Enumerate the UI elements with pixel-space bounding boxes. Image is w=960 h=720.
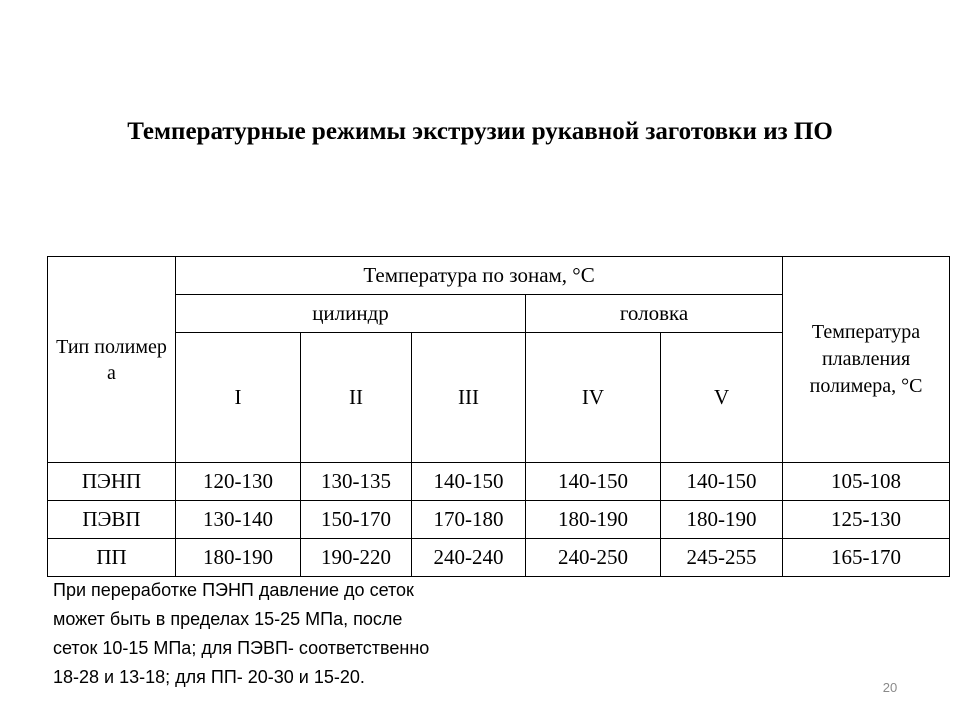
- table-row: [48, 539, 950, 577]
- zone-temp-cell: 240-250: [526, 539, 661, 577]
- zone-temp-cell: 140-150: [412, 463, 526, 501]
- zone-temp-cell: 120-130: [176, 463, 301, 501]
- zone-header-1: I: [176, 333, 301, 463]
- processing-pressure-note: При переработке ПЭНП давление до сеток может быть в пределах 15-25 МПа, после сеток 10-15 МПа; для ПЭВП- соответственно 18-28 и 13-18; для ПП- 20-30 и 15-20.: [53, 580, 430, 687]
- zone-temp-cell: 140-150: [526, 463, 661, 501]
- zone-header-4: IV: [526, 333, 661, 463]
- temperature-table: [47, 256, 950, 577]
- zone-temp-cell: 170-180: [412, 501, 526, 539]
- melt-temp-cell: 165-170: [783, 539, 950, 577]
- header-polymer-type: Тип полимер а: [48, 257, 176, 463]
- melt-temp-cell: 105-108: [783, 463, 950, 501]
- zone-temp-cell: 180-190: [176, 539, 301, 577]
- page-number: 20: [882, 680, 898, 695]
- zone-header-5: V: [661, 333, 783, 463]
- polymer-type-cell: ПЭВП: [48, 501, 176, 539]
- zone-temp-cell: 190-220: [301, 539, 412, 577]
- zone-header-3: III: [412, 333, 526, 463]
- header-zone-temperatures: Температура по зонам, °С: [176, 257, 783, 295]
- zone-header-2: II: [301, 333, 412, 463]
- header-row-zones: [48, 257, 950, 295]
- zone-temp-cell: 130-135: [301, 463, 412, 501]
- polymer-type-cell: ПП: [48, 539, 176, 577]
- zone-temp-cell: 150-170: [301, 501, 412, 539]
- header-cylinder: цилиндр: [176, 295, 526, 333]
- table-row: [48, 463, 950, 501]
- melt-temp-cell: 125-130: [783, 501, 950, 539]
- zone-temp-cell: 245-255: [661, 539, 783, 577]
- zone-temp-cell: 240-240: [412, 539, 526, 577]
- zone-temp-cell: 140-150: [661, 463, 783, 501]
- table-row: [48, 501, 950, 539]
- header-head: головка: [526, 295, 783, 333]
- zone-temp-cell: 130-140: [176, 501, 301, 539]
- polymer-type-cell: ПЭНП: [48, 463, 176, 501]
- slide-title: Температурные режимы экструзии рукавной заготовки из ПО: [127, 118, 833, 145]
- header-melting-temperature: Температура плавления полимера, °С: [783, 257, 950, 463]
- zone-temp-cell: 180-190: [661, 501, 783, 539]
- zone-temp-cell: 180-190: [526, 501, 661, 539]
